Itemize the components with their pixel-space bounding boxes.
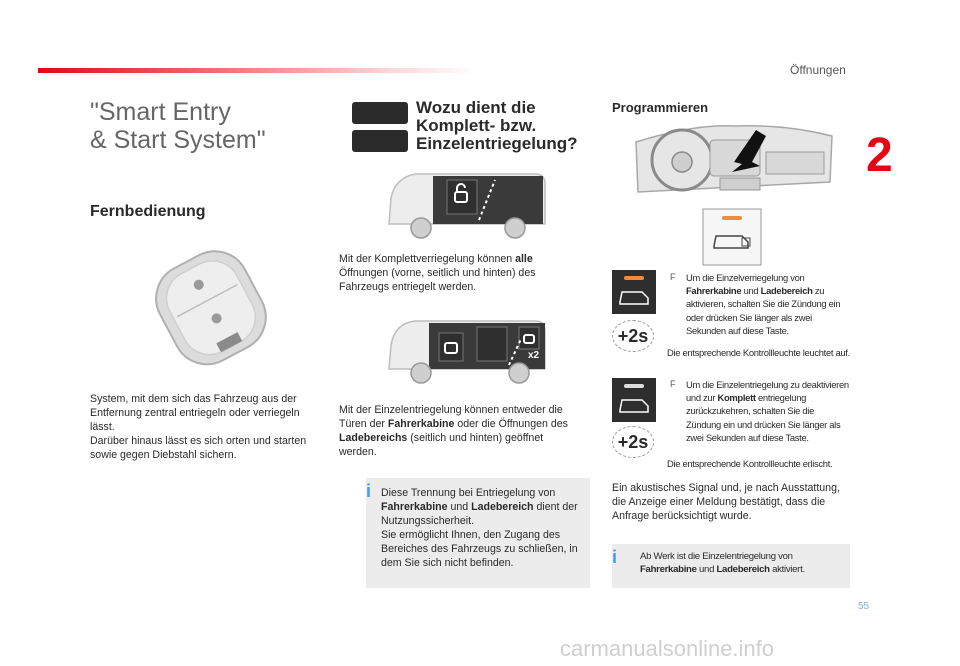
info-right-a: Ab Werk ist die Einzelentriegelung von	[640, 551, 793, 562]
page-title-line1: "Smart Entry	[90, 98, 231, 126]
programmieren-heading: Programmieren	[612, 100, 709, 115]
wozu-heading-line1: Wozu dient die	[416, 98, 536, 117]
fernbedienung-heading: Fernbedienung	[90, 203, 206, 220]
info-middle-c: und	[447, 501, 472, 513]
fernbedienung-text	[90, 392, 322, 462]
dashboard-illustration	[634, 122, 834, 204]
info-middle-e: dient der Nutzungssicherheit.	[381, 501, 578, 527]
step1-b: Fahrerkabine	[686, 285, 742, 297]
watermark: carmanualsonline.info	[560, 636, 775, 661]
einzel-text	[339, 403, 579, 459]
einzel-text-a: Mit der Einzelentriegelung können entweder die Türen der	[339, 404, 563, 430]
step1-note: Die entsprechende Kontrollleuchte leuchtet auf.	[667, 347, 850, 358]
van-full-unlock-illustration	[385, 168, 550, 248]
info-middle-a: Diese Trennung bei Entriegelung von	[381, 487, 556, 499]
step2-c: entriegelung zurückzukehren, schalten Sie die Zündung ein und drücken Sie länger als zwei Sekunden auf diese Taste.	[686, 392, 841, 443]
einzel-text-d: Ladebereichs	[339, 432, 408, 444]
section-title: Öffnungen	[790, 63, 846, 77]
komplett-text	[339, 252, 579, 294]
info-right-e: aktiviert.	[769, 564, 805, 576]
info-middle-d: Ladebereich	[471, 501, 534, 513]
info-middle-b: Fahrerkabine	[381, 501, 448, 513]
komplett-text-b: alle	[515, 253, 533, 265]
step2-text	[686, 378, 850, 444]
lock-button-illustration	[702, 208, 762, 266]
fernbedienung-para1: System, mit dem sich das Fahrzeug aus der Entfernung zentral entriegeln oder verriegeln lässt.	[90, 393, 300, 433]
step1-text	[686, 271, 850, 337]
van-icon	[352, 102, 408, 124]
step1-a: Um die Einzelverriegelung von	[686, 272, 805, 283]
lock-button-led-on-icon	[612, 270, 656, 314]
remote-key-illustration	[140, 242, 280, 370]
van-single-unlock-illustration	[385, 315, 550, 390]
fernbedienung-para2: Darüber hinaus lässt es sich orten und starten sowie gegen Diebstahl sichern.	[90, 435, 307, 461]
info-right-b: Fahrerkabine	[640, 564, 697, 576]
info-middle-para1	[381, 486, 583, 528]
einzel-text-c: oder die Öffnungen des	[454, 418, 568, 430]
step1-d: Ladebereich	[760, 285, 813, 297]
lock-button-led-off-icon	[612, 378, 656, 422]
chapter-number: 2	[866, 129, 893, 182]
info-right-text	[640, 550, 846, 576]
einzel-text-b: Fahrerkabine	[387, 418, 455, 430]
bullet-icon: F	[670, 272, 676, 282]
step2-note: Die entsprechende Kontrollleuchte erlischt.	[667, 458, 833, 469]
einzel-text-e: (seitlich und hinten) geöffnet werden.	[339, 432, 544, 458]
info-icon: i	[612, 547, 618, 567]
info-middle-para2: Sie ermöglicht Ihnen, den Zugang des Bereiches des Fahrzeugs zu schließen, in dem Sie sich nicht befinden.	[381, 529, 578, 569]
info-middle-text	[381, 486, 583, 570]
wozu-heading-line2: Komplett- bzw.	[416, 116, 537, 135]
info-right-d: Ladebereich	[716, 564, 770, 576]
signal-text: Ein akustisches Signal und, je nach Ausstattung, die Anzeige einer Meldung bestätigt, dass die Anfrage berücksichtigt wurde.	[612, 482, 840, 522]
step2-a: Um die Einzelentriegelung zu deaktivieren und zur	[686, 379, 849, 404]
komplett-text-a: Mit der Komplettverriegelung können	[339, 253, 516, 265]
bullet-icon: F	[670, 379, 676, 389]
step2-b: Komplett	[717, 392, 756, 404]
plus-2s-timer: +2s	[612, 320, 654, 352]
van-icon	[352, 130, 408, 152]
step1-e: zu aktivieren, schalten Sie die Zündung ein oder drücken Sie länger als zwei Sekunden auf diese Taste.	[686, 285, 841, 336]
page-title	[90, 98, 320, 154]
komplett-text-c: Öffnungen (vorne, seitlich und hinten) des Fahrzeugs entriegelt werden.	[339, 267, 536, 293]
x2-label: x2	[528, 350, 540, 361]
wozu-heading	[416, 99, 578, 153]
header-accent-bar	[38, 68, 478, 73]
page-number: 55	[858, 601, 870, 612]
info-icon: i	[366, 481, 372, 501]
step1-c: und	[741, 285, 761, 297]
info-right-c: und	[696, 564, 717, 576]
wozu-heading-line3: Einzelentriegelung?	[416, 134, 578, 153]
plus-2s-timer: +2s	[612, 426, 654, 458]
page-title-line2: & Start System"	[90, 126, 266, 154]
